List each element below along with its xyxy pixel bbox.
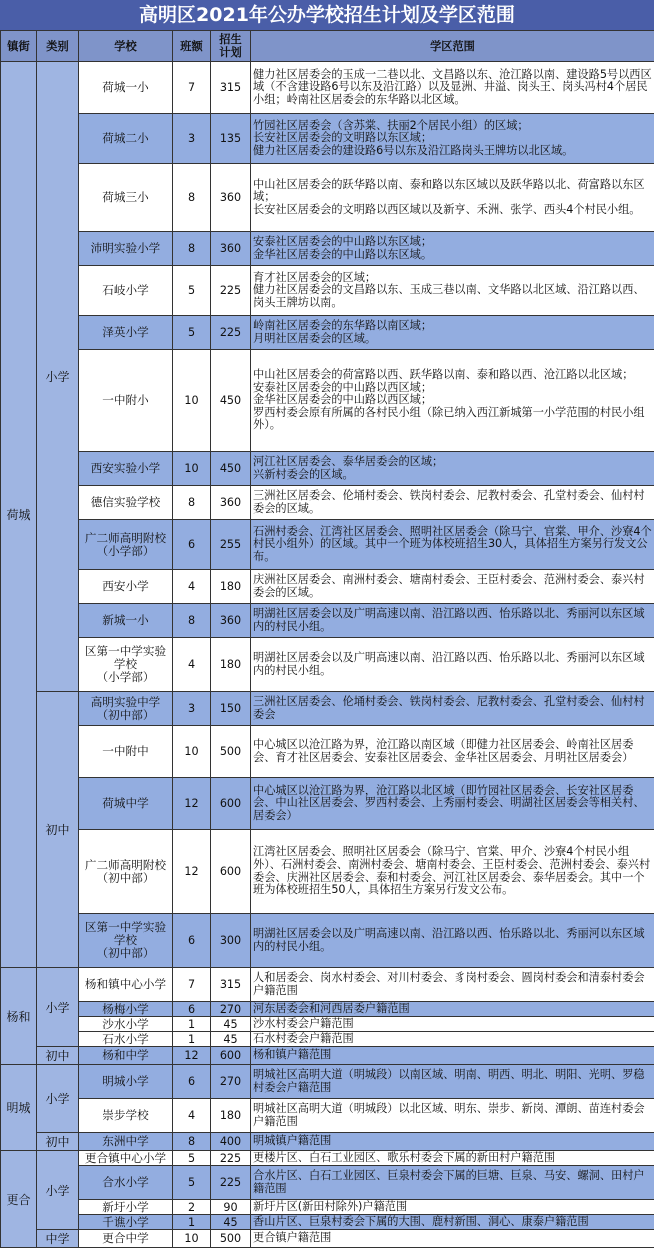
classes-cell: 6 [173,1002,211,1017]
header-district: 学区范围 [251,31,654,62]
district-cell: 香山片区、巨泉村委会下属的大围、鹿村新围、洞心、康泰户籍范围 [251,1215,654,1230]
school-cell: 新城一小 [79,604,173,638]
table-row [1,1215,654,1230]
town-cell: 更合 [1,1151,37,1248]
header-town: 镇街 [1,31,37,62]
enroll-cell: 500 [211,1230,251,1248]
town-cell: 明城 [1,1065,37,1151]
classes-cell: 8 [173,232,211,266]
school-cell: 广二师高明附校 （小学部） [79,520,173,570]
level-cell: 初中 [37,1047,79,1065]
page-title: 高明区2021年公办学校招生计划及学区范围 [0,0,654,31]
school-cell: 荷城三小 [79,164,173,232]
classes-cell: 5 [173,266,211,316]
school-cell: 更合中学 [79,1230,173,1248]
classes-cell: 6 [173,914,211,968]
town-cell: 杨和 [1,968,37,1065]
classes-cell: 12 [173,830,211,914]
classes-cell: 3 [173,692,211,726]
enroll-cell: 600 [211,1047,251,1065]
level-cell: 小学 [37,968,79,1047]
table-row [1,486,654,520]
school-cell: 石岐小学 [79,266,173,316]
district-cell: 健力社区居委会的玉成一二巷以北、文昌路以东、沧江路以南、建设路5号以西区域（不含建设路6号以东及沿江路）以及显洲、井溢、岗头王、岗头冯村4个居民小组；岭南社区居委会的东华路以北区域。 [251,62,654,114]
school-cell: 西安实验小学 [79,452,173,486]
level-cell: 中学 [37,1230,79,1248]
enroll-cell: 45 [211,1017,251,1032]
district-cell: 明城社区高明大道（明城段）以北区域、明东、崇步、新岗、潭朗、苗连村委会户籍范围 [251,1099,654,1133]
school-cell: 新圩小学 [79,1200,173,1215]
school-cell: 崇步学校 [79,1099,173,1133]
enroll-cell: 450 [211,350,251,452]
classes-cell: 6 [173,1065,211,1099]
school-cell: 区第一中学实验学校 （初中部） [79,914,173,968]
district-cell: 沙水村委会户籍范围 [251,1017,654,1032]
district-cell: 庆洲社区居委会、南洲村委会、塘南村委会、王臣村委会、范洲村委会、泰兴村委会的区域。 [251,570,654,604]
district-cell: 岭南社区居委会的东华路以南区域； 月明社区居委会的区域。 [251,316,654,350]
school-cell: 合水小学 [79,1166,173,1200]
classes-cell: 4 [173,570,211,604]
classes-cell: 1 [173,1017,211,1032]
school-cell: 德信实验学校 [79,486,173,520]
school-cell: 荷城二小 [79,114,173,164]
classes-cell: 8 [173,486,211,520]
table-row [1,114,654,164]
table-row [1,452,654,486]
school-cell: 区第一中学实验学校 （小学部） [79,638,173,692]
level-cell: 初中 [37,692,79,968]
header-classes: 班额 [173,31,211,62]
classes-cell: 5 [173,316,211,350]
school-cell: 杨梅小学 [79,1002,173,1017]
school-cell: 千谯小学 [79,1215,173,1230]
district-cell: 明湖社区居委会以及广明高速以南、沿江路以西、怡乐路以北、秀丽河以东区域内的村民小组。 [251,914,654,968]
district-cell: 河江社区居委会、泰华居委会的区域； 兴新村委会的区域。 [251,452,654,486]
enroll-cell: 135 [211,114,251,164]
district-cell: 三洲社区居委会、伦埇村委会、铁岗村委会、尼教村委会、孔堂村委会、仙村村委会的区域。 [251,486,654,520]
table-row [1,1200,654,1215]
district-cell: 三洲社区居委会、伦埇村委会、铁岗村委会、尼教村委会、孔堂村委会、仙村村委会 [251,692,654,726]
level-cell: 小学 [37,1065,79,1133]
district-cell: 河东居委会和河西居委户籍范围 [251,1002,654,1017]
school-cell: 一中附中 [79,726,173,778]
table-row [1,604,654,638]
enroll-cell: 225 [211,1151,251,1166]
classes-cell: 2 [173,1200,211,1215]
school-cell: 沛明实验小学 [79,232,173,266]
table-row [1,1133,654,1151]
level-cell: 小学 [37,62,79,692]
enroll-cell: 315 [211,62,251,114]
classes-cell: 10 [173,726,211,778]
enroll-cell: 300 [211,914,251,968]
district-cell: 育才社区居委会的区域； 健力社区居委会的文昌路以东、玉成三巷以南、文华路以北区域、沿江路以西、岗头王牌坊以南。 [251,266,654,316]
school-cell: 石水小学 [79,1032,173,1047]
enroll-cell: 255 [211,520,251,570]
school-cell: 沙水小学 [79,1017,173,1032]
enroll-cell: 225 [211,1166,251,1200]
district-cell: 明城镇户籍范围 [251,1133,654,1151]
school-cell: 荷城中学 [79,778,173,830]
table-row [1,570,654,604]
enroll-cell: 45 [211,1032,251,1047]
enroll-cell: 225 [211,316,251,350]
school-cell: 广二师高明附校 （初中部） [79,830,173,914]
classes-cell: 5 [173,1166,211,1200]
town-cell: 荷城 [1,62,37,968]
classes-cell: 6 [173,520,211,570]
classes-cell: 12 [173,778,211,830]
table-row [1,164,654,232]
school-cell: 高明实验中学 （初中部） [79,692,173,726]
enroll-cell: 90 [211,1200,251,1215]
classes-cell: 3 [173,114,211,164]
enroll-cell: 360 [211,486,251,520]
district-cell: 新圩片区(新田村除外)户籍范围 [251,1200,654,1215]
table-row [1,350,654,452]
table-row [1,1230,654,1248]
classes-cell: 1 [173,1215,211,1230]
district-cell: 杨和镇户籍范围 [251,1047,654,1065]
classes-cell: 10 [173,1230,211,1248]
header-category: 类别 [37,31,79,62]
school-cell: 杨和中学 [79,1047,173,1065]
classes-cell: 8 [173,164,211,232]
school-cell: 杨和镇中心小学 [79,968,173,1002]
school-cell: 明城小学 [79,1065,173,1099]
table-row [1,1032,654,1047]
enroll-cell: 270 [211,1065,251,1099]
table-body [1,62,654,1248]
enroll-cell: 400 [211,1133,251,1151]
classes-cell: 7 [173,62,211,114]
classes-cell: 4 [173,1099,211,1133]
enroll-cell: 270 [211,1002,251,1017]
school-cell: 泽英小学 [79,316,173,350]
district-cell: 人和居委会、岗水村委会、对川村委会、豸岗村委会、圆岗村委会和清泰村委会户籍范围 [251,968,654,1002]
level-cell: 小学 [37,1151,79,1230]
enroll-cell: 45 [211,1215,251,1230]
district-cell: 中山社区居委会的跃华路以南、泰和路以东区域以及跃华路以北、荷富路以东区域； 长安社区居委会的文明路以西区域以及新亨、禾洲、张学、西头4个村民小组。 [251,164,654,232]
table-row [1,316,654,350]
district-cell: 明城社区高明大道（明城段）以南区域、明南、明西、明北、明阳、光明、罗稳村委会户籍范围 [251,1065,654,1099]
district-cell: 更合镇户籍范围 [251,1230,654,1248]
district-cell: 石洲村委会、江湾社区居委会、照明社区居委会（除马宁、官棠、甲介、沙寮4个村民小组外）的区域。其中一个班为体校班招生30人，具体招生方案另行发文公布。 [251,520,654,570]
enroll-cell: 360 [211,604,251,638]
enroll-cell: 315 [211,968,251,1002]
classes-cell: 10 [173,452,211,486]
school-cell: 荷城一小 [79,62,173,114]
district-cell: 明湖社区居委会以及广明高速以南、沿江路以西、怡乐路以北、秀丽河以东区域内的村民小组。 [251,638,654,692]
classes-cell: 5 [173,1151,211,1166]
enroll-cell: 600 [211,830,251,914]
table-row [1,1065,654,1099]
table-row [1,520,654,570]
classes-cell: 12 [173,1047,211,1065]
classes-cell: 8 [173,1133,211,1151]
district-cell: 更楼片区、白石工业园区、歌乐村委会下属的新田村户籍范围 [251,1151,654,1166]
table-row [1,1017,654,1032]
enroll-cell: 180 [211,1099,251,1133]
enroll-cell: 180 [211,570,251,604]
table-row [1,692,654,726]
school-cell: 更合镇中心小学 [79,1151,173,1166]
enroll-cell: 600 [211,778,251,830]
classes-cell: 4 [173,638,211,692]
table-row [1,914,654,968]
table-row [1,830,654,914]
district-cell: 江湾社区居委会、照明社区居委会（除马宁、官棠、甲介、沙寮4个村民小组外）、石洲村委会、南洲村委会、塘南村委会、王臣村委会、范洲村委会、泰兴村委会、庆洲社区居委会、泰和村委会、河江社区居委会、泰华居委会。其中一个班为体校班招生50人，具体招生方案另行发文公布。 [251,830,654,914]
district-cell: 竹园社区居委会（含苏棠、扶丽2个居民小组）的区域； 长安社区居委会的文明路以东区域； 健力社区居委会的建设路6号以东及沿江路岗头王牌坊以北区域。 [251,114,654,164]
district-cell: 中山社区居委会的荷富路以西、跃华路以南、泰和路以西、沧江路以北区域； 安泰社区居委会的中山路以西区域； 金华社区居委会的中山路以西区域； 罗西村委会原有所属的各村民小组（除已纳入西江新城第一小学范围的村民小组外）。 [251,350,654,452]
enroll-cell: 360 [211,232,251,266]
classes-cell: 1 [173,1032,211,1047]
enroll-cell: 500 [211,726,251,778]
school-cell: 东洲中学 [79,1133,173,1151]
enroll-cell: 150 [211,692,251,726]
enroll-cell: 450 [211,452,251,486]
table-row [1,638,654,692]
table-row [1,1151,654,1166]
table-row [1,778,654,830]
table-row [1,266,654,316]
table-row [1,1099,654,1133]
table-row [1,232,654,266]
table-row [1,726,654,778]
district-cell: 安泰社区居委会的中山路以东区域； 金华社区居委会的中山路以东区域。 [251,232,654,266]
district-cell: 中心城区以沧江路为界，沧江路以北区域（即竹园社区居委会、长安社区居委会、中山社区居委会、罗西村委会、上秀丽村委会、明湖社区居委会等相关村、居委会） [251,778,654,830]
district-cell: 明湖社区居委会以及广明高速以南、沿江路以西、怡乐路以北、秀丽河以东区域内的村民小组。 [251,604,654,638]
table-row [1,1166,654,1200]
level-cell: 初中 [37,1133,79,1151]
district-cell: 石水村委会户籍范围 [251,1032,654,1047]
school-cell: 一中附小 [79,350,173,452]
enrollment-table [0,30,654,1248]
table-row [1,968,654,1002]
school-cell: 西安小学 [79,570,173,604]
enroll-cell: 225 [211,266,251,316]
classes-cell: 10 [173,350,211,452]
table-row [1,1047,654,1065]
enroll-cell: 180 [211,638,251,692]
classes-cell: 8 [173,604,211,638]
enroll-cell: 360 [211,164,251,232]
district-cell: 合水片区、白石工业园区、巨泉村委会下属的巨塘、巨泉、马安、螺洞、田村户籍范围 [251,1166,654,1200]
district-cell: 中心城区以沧江路为界，沧江路以南区域（即健力社区居委会、岭南社区居委会、育才社区居委会、安泰社区居委会、金华社区居委会、月明社区居委会） [251,726,654,778]
header-enroll: 招生 计划 [211,31,251,62]
classes-cell: 7 [173,968,211,1002]
header-school: 学校 [79,31,173,62]
table-row [1,1002,654,1017]
table-row [1,62,654,114]
